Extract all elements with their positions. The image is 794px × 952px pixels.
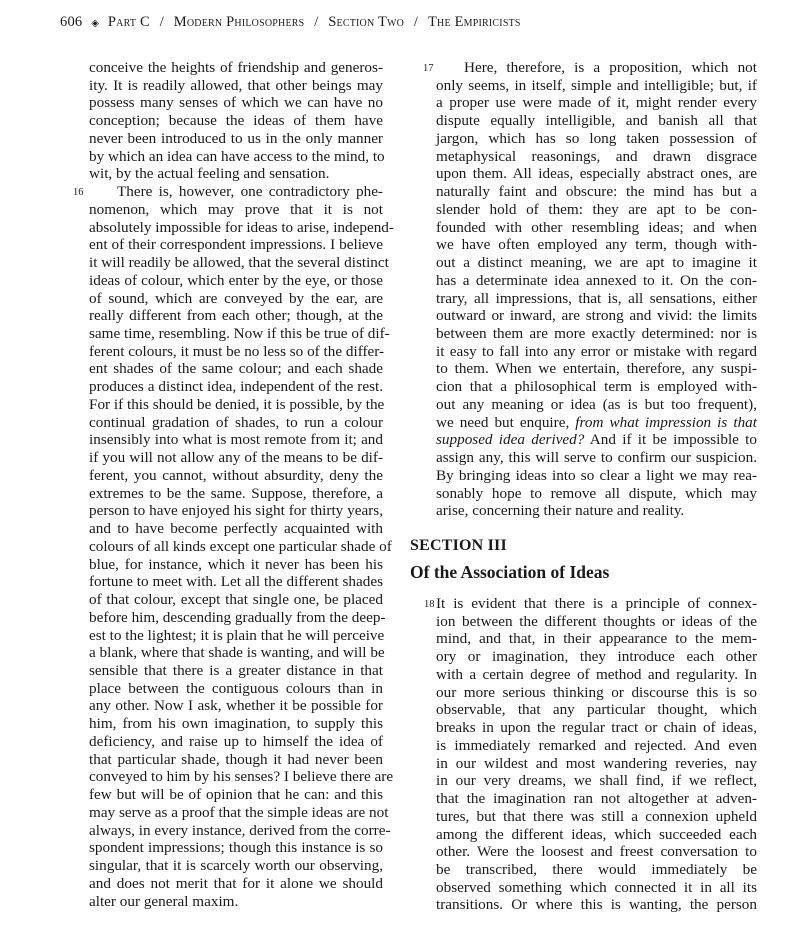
text-line: blue, for instance, which it never has been his	[89, 555, 383, 573]
text-line: same time, resembling. Now if this be true of dif-	[89, 325, 390, 343]
paragraph-number: 17	[423, 63, 434, 74]
text-line: only seems, in itself, simple and intelligible; but, if	[436, 76, 757, 94]
text-line: by which an idea can have access to the mind, to	[89, 147, 385, 165]
text-line: upon them. All ideas, especially abstract ones, are	[436, 165, 757, 183]
text-line: be transcribed, there would immediately be	[436, 861, 757, 879]
ornament-icon: ◈	[91, 18, 100, 29]
paragraph-16	[73, 183, 394, 910]
text-line: ferent colours, it must be no less so of the differ-	[89, 342, 385, 360]
part-label: Part C	[107, 14, 150, 30]
text-line: place between the contiguous colours than in	[89, 679, 383, 697]
text-line: singular, that it is scarcely worth our observing,	[89, 857, 383, 875]
text-line: assign any, this will serve to confirm our suspicion.	[436, 449, 757, 467]
text-line: a proper use were made of it, might render every	[436, 94, 757, 112]
text-line: we have often employed any term, though with-	[436, 236, 757, 254]
text-line: ion between the different thoughts or ideas of the	[436, 612, 757, 630]
text-line: cion that a philosophical term is employed with-	[436, 378, 757, 396]
text-line: ideas of colour, which enter by the eye, or those	[89, 271, 383, 289]
text-line: a blank, where that shade is wanting, and will be	[89, 644, 385, 662]
text-line: sensible that there is a greater distance in that	[89, 661, 383, 679]
text-line: produces a distinct idea, independent of the rest.	[89, 378, 383, 396]
page-number: 606	[60, 14, 83, 30]
separator: /	[159, 14, 164, 30]
text-line: in our wildest and most wandering reveries, nay	[436, 754, 757, 772]
text-line: observable, that any particular thought, which	[436, 701, 757, 719]
text-line: observed something which connected it in all its	[436, 878, 757, 896]
section-number-heading: SECTION III	[410, 537, 507, 554]
running-head	[60, 14, 521, 31]
text-line: of sound, which are conveyed by the ear, are	[89, 289, 383, 307]
text-line: between them are more exactly determined: nor is	[436, 325, 757, 343]
text-line: it will readily be allowed, that the several distinct	[89, 254, 389, 272]
text-line: fortune to meet with. Let all the different shades	[89, 573, 383, 591]
text-line: spondent impressions; though this instance is so	[89, 839, 383, 857]
paragraph-18	[424, 595, 757, 914]
text-line: it easy to fall into any error or mistake with regard	[436, 342, 757, 360]
text-line: any other. Now I ask, whether it be possible for	[89, 697, 383, 715]
text-line: may serve as a proof that the simple ideas are not	[89, 803, 389, 821]
left-column	[73, 59, 394, 910]
text-line: wit, by the actual feeling and sensation.	[89, 165, 330, 183]
text-line: metaphysical reasonings, and drawn disgrace	[436, 147, 757, 165]
text-line: nomenon, which may prove that it is not	[89, 200, 383, 218]
text-line: founded with other resembling ideas; and when	[436, 218, 757, 236]
text-line: For if this should be denied, it is possible, by the	[89, 395, 385, 413]
text-line	[436, 414, 757, 432]
text-line: of that colour, except that single one, be placed	[89, 591, 383, 609]
text-line: extremes to be the same. Suppose, therefore, a	[89, 484, 383, 502]
text-span: we need but enquire,	[436, 413, 576, 431]
text-line: naturally faint and obscure: the mind has but a	[436, 183, 757, 201]
separator: /	[314, 14, 319, 30]
text-line: ent of their correspondent impressions. I believe	[89, 236, 383, 254]
text-line: never been introduced to us in the only manner	[89, 129, 383, 147]
text-line: mind, and that, in their appearance to the mem-	[436, 630, 757, 648]
text-line: breaks in upon the regular tract or chain of ideas,	[436, 719, 757, 737]
text-line: always, in every instance, derived from the corre-	[89, 821, 391, 839]
text-line: Here, therefore, is a proposition, which not 17	[423, 59, 757, 76]
text-line: among the different ideas, which succeeded each	[436, 825, 757, 843]
paragraph-number: 16	[73, 187, 84, 199]
text-line: that particular shade, though it had never been	[89, 750, 383, 768]
paragraph-17	[423, 59, 757, 520]
italic-text: from what impression is that	[575, 413, 757, 431]
text-line: conveyed to him by his senses? I believe there are	[89, 768, 394, 786]
text-line: conception; because the ideas of them have	[89, 112, 383, 130]
text-line: ity. It is readily allowed, that other beings may	[89, 76, 383, 94]
text-line: is immediately remarked and rejected. And even	[436, 736, 757, 754]
text-line: It is evident that there is a principle of connex- 18	[424, 595, 757, 612]
text-line: absolutely impossible for ideas to arise, independ-	[89, 218, 394, 236]
text-line: that the imagination ran not altogether at adven-	[436, 790, 757, 808]
text-line: in our very dreams, we shall find, if we reflect,	[436, 772, 757, 790]
text-line: deficiency, and raise up to himself the idea of	[89, 732, 383, 750]
text-line: really different from each other; though, at the	[89, 307, 383, 325]
book-label: Modern Philosophers	[173, 14, 305, 30]
section-label: Section Two	[328, 14, 405, 30]
text-line: colours of all kinds except one particular shade of	[89, 537, 392, 555]
text-line: outward or inward, are strong and vivid: the limits	[436, 307, 757, 325]
text-line: tures, but that there was still a connexion upheld	[436, 807, 757, 825]
text-line: dispute equally intelligible, and banish all that	[436, 112, 757, 130]
separator: /	[413, 14, 419, 30]
text-line: continual gradation of shades, to run a colour	[89, 413, 383, 431]
text-line: insensibly into what is most remote from it; and	[89, 431, 383, 449]
text-line: sonably hope to remove all dispute, which may	[436, 484, 757, 502]
text-line: slender hold of them: they are apt to be con-	[436, 200, 757, 218]
paragraph-number: 18	[424, 599, 435, 610]
text-line: has a determinate idea annexed to it. On the con-	[436, 271, 757, 289]
text-line: few but will be of opinion that he can: and this	[89, 786, 383, 804]
text-line: and does not merit that for it alone we should	[89, 874, 383, 892]
text-line: ferent, you cannot, without absurdity, deny the	[89, 466, 383, 484]
text-line: conceive the heights of friendship and generos-	[89, 59, 383, 76]
text-line: alter our general maxim.	[89, 892, 239, 910]
right-column	[423, 59, 757, 520]
text-line: ory or imagination, they introduce each other	[436, 648, 757, 666]
text-line: our more serious thinking or discourse this is so	[436, 683, 757, 701]
text-line: before him, descending gradually from the deep-	[89, 608, 386, 626]
chapter-label: The Empiricists	[427, 14, 521, 30]
text-line: trary, all impressions, that is, all sensations, either	[436, 289, 757, 307]
text-line: ent shades of the same colour; and each shade	[89, 360, 383, 378]
text-span: And if it be impossible to	[584, 431, 757, 449]
text-line: transitions. Or where this is wanting, the person	[436, 896, 757, 914]
text-line: possess many senses of which we can have no	[89, 94, 383, 112]
text-line: with a certain degree of method and regularity. In	[436, 665, 757, 683]
italic-text: supposed idea derived?	[436, 431, 585, 449]
text-line: other. Were the loosest and freest conversation to	[436, 843, 757, 861]
text-line: and to have become perfectly acquainted with	[89, 520, 383, 538]
paragraph-continued	[89, 59, 383, 183]
text-line: him, from his own imagination, to supply this	[89, 715, 383, 733]
text-line: By bringing ideas into so clear a light we may rea-	[436, 466, 757, 484]
text-line: if you will not allow any of the means to be dif-	[89, 449, 383, 467]
text-line: There is, however, one contradictory phe- 16	[73, 183, 383, 201]
text-line: est to the lightest; it is plain that he will perceive	[89, 626, 385, 644]
text-line: out a distinct meaning, we are apt to imagine it	[436, 254, 757, 272]
text-line: jargon, which has so long taken possession of	[436, 129, 757, 147]
text-line: out any meaning or idea (as is but too frequent),	[436, 395, 757, 413]
text-line: person to have enjoyed his sight for thirty years,	[89, 502, 383, 520]
text-line: to them. When we entertain, therefore, any suspi-	[436, 360, 757, 378]
section-title-heading: Of the Association of Ideas	[410, 562, 610, 582]
text-line	[436, 431, 757, 449]
text-line: arise, concerning their nature and reality.	[436, 502, 685, 520]
